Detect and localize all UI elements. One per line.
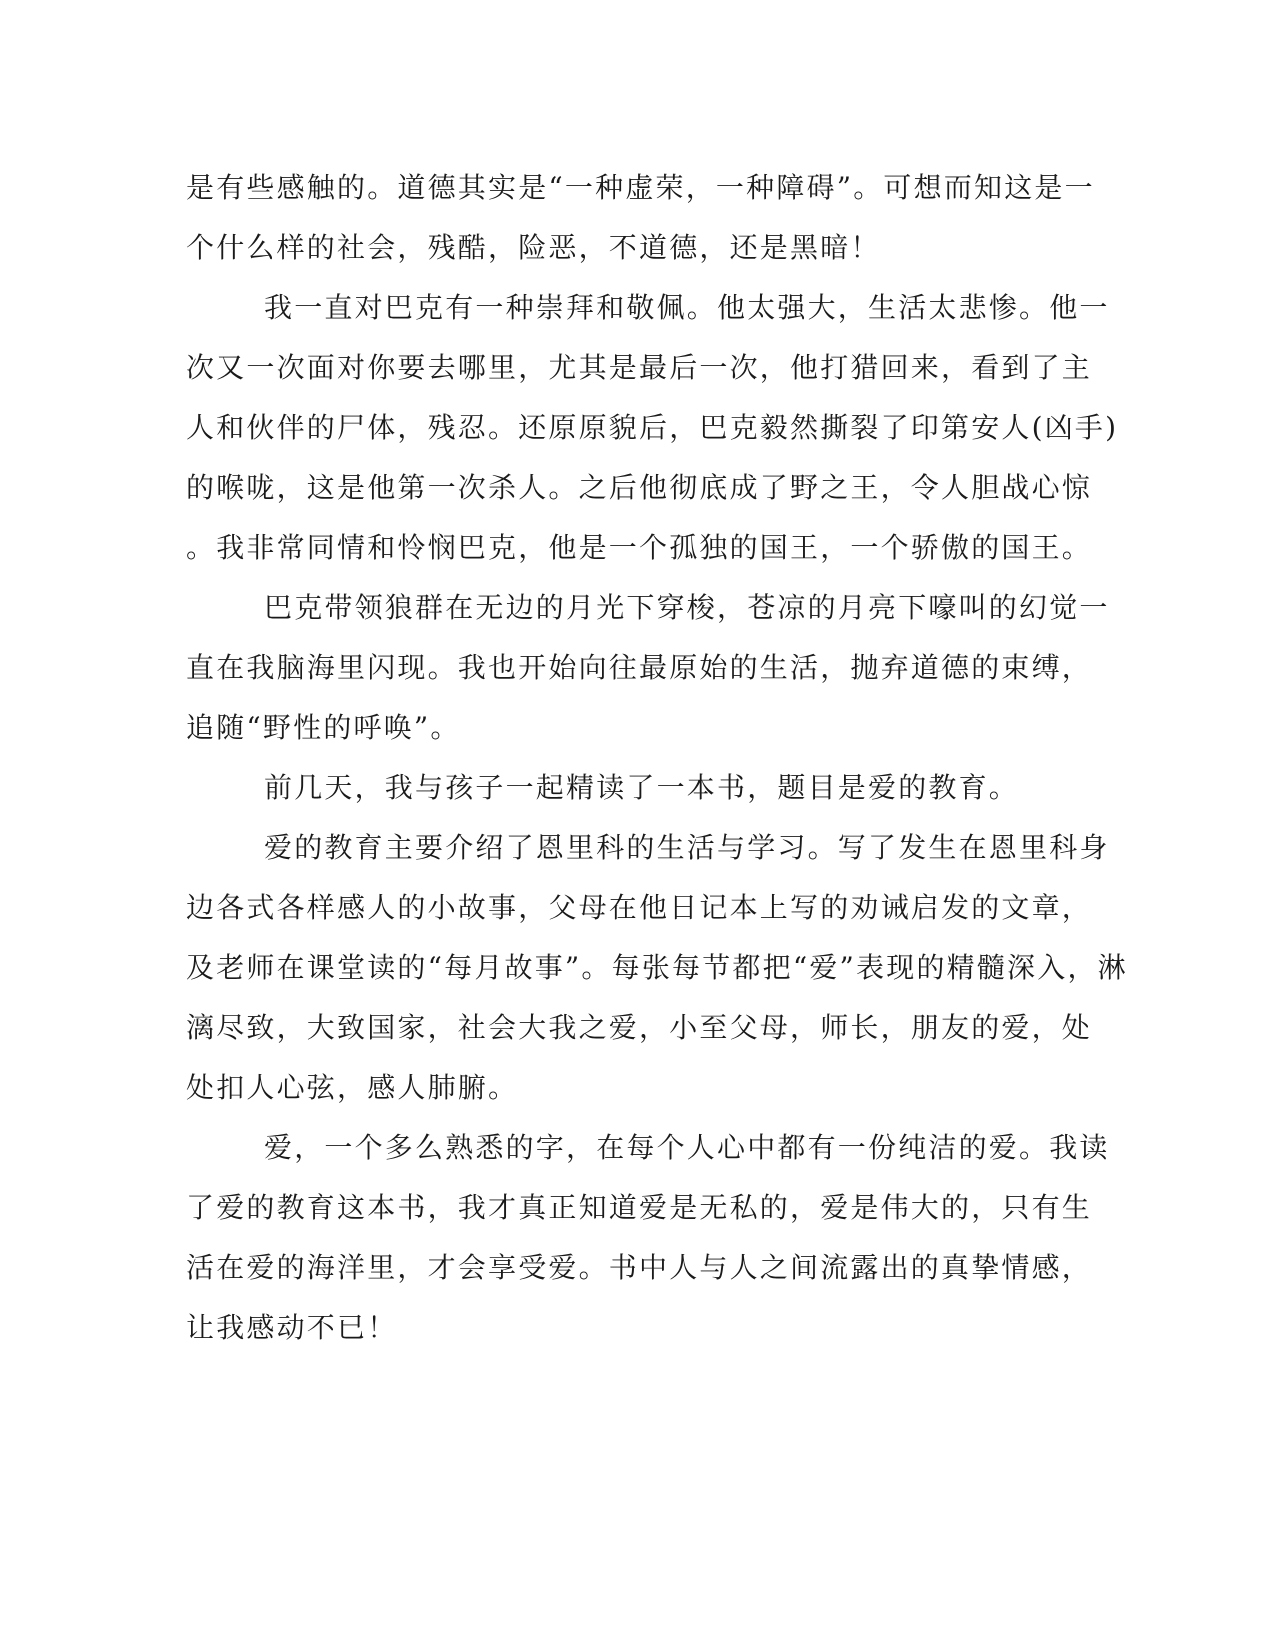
text-line: 人和伙伴的尸体，残忍。还原原貌后，巴克毅然撕裂了印第安人(凶手) — [186, 411, 1119, 444]
text-line: 的喉咙，这是他第一次杀人。之后他彻底成了野之王，令人胆战心惊 — [186, 471, 1093, 504]
text-line: 个什么样的社会，残酷，险恶，不道德，还是黑暗！ — [186, 231, 881, 264]
body-text — [186, 158, 1128, 1358]
text-line: 追随“野性的呼唤”。 — [186, 711, 461, 744]
text-line: 了爱的教育这本书，我才真正知道爱是无私的，爱是伟大的，只有生 — [186, 1191, 1093, 1224]
text-line: 漓尽致，大致国家，社会大我之爱，小至父母，师长，朋友的爱，处 — [186, 1011, 1093, 1044]
text-line: 直在我脑海里闪现。我也开始向往最原始的生活，抛弃道德的束缚， — [186, 651, 1093, 684]
text-line: 。我非常同情和怜悯巴克，他是一个孤独的国王，一个骄傲的国王。 — [186, 531, 1093, 564]
text-line: 次又一次面对你要去哪里，尤其是最后一次，他打猎回来，看到了主 — [186, 351, 1093, 384]
text-line: 爱，一个多么熟悉的字，在每个人心中都有一份纯洁的爱。我读 — [264, 1131, 1110, 1164]
text-line: 巴克带领狼群在无边的月光下穿梭，苍凉的月亮下嚎叫的幻觉一 — [264, 591, 1110, 624]
text-line: 是有些感触的。道德其实是“一种虚荣，一种障碍”。可想而知这是一 — [186, 171, 1095, 204]
text-line: 让我感动不已！ — [186, 1311, 398, 1344]
text-line: 边各式各样感人的小故事，父母在他日记本上写的劝诫启发的文章， — [186, 891, 1093, 924]
text-line: 前几天，我与孩子一起精读了一本书，题目是爱的教育。 — [264, 771, 1020, 804]
text-line: 处扣人心弦，感人肺腑。 — [186, 1071, 519, 1104]
text-line: 爱的教育主要介绍了恩里科的生活与学习。写了发生在恩里科身 — [264, 831, 1110, 864]
text-line: 活在爱的海洋里，才会享受爱。书中人与人之间流露出的真挚情感， — [186, 1251, 1093, 1284]
text-line: 我一直对巴克有一种崇拜和敬佩。他太强大，生活太悲惨。他一 — [264, 291, 1110, 324]
text-line: 及老师在课堂读的“每月故事”。每张每节都把“爱”表现的精髓深入，淋 — [186, 951, 1128, 984]
